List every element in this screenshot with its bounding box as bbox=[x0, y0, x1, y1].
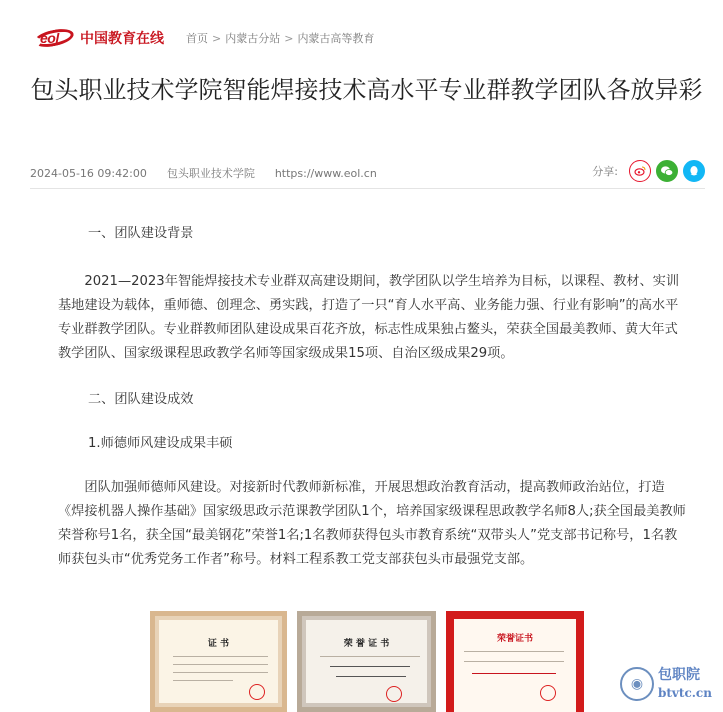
certificate-title: 证 书 bbox=[207, 639, 230, 649]
certificate-image bbox=[446, 611, 584, 712]
watermark bbox=[620, 666, 712, 702]
share-label: 分享: bbox=[592, 165, 618, 178]
certificate-image bbox=[297, 611, 436, 712]
breadcrumb-higher-education[interactable]: 内蒙古高等教育 bbox=[297, 32, 375, 45]
wechat-icon[interactable] bbox=[656, 160, 678, 182]
article-body bbox=[58, 222, 690, 572]
eol-logo-mark: eol bbox=[34, 28, 78, 48]
breadcrumb-separator: > bbox=[212, 32, 222, 45]
paragraph-background: 2021—2023年智能焊接技术专业群双高建设期间，教学团队以学生培养为目标，以课程、教材、实训基地建设为载体，重师德、创理念、勇实践，打造了一只“育人水平高、业务能力强、行业有影响”的高水平专业群教学团队。专业群教师团队建设成果百花齐放，标志性成果独占鳌头，荣获全国最美教师、黄大年式教学团队、国家级课程思政教学名师等国家级成果15项、自治区级成果29项。 bbox=[58, 274, 680, 361]
subheading-ethics: 1.师德师风建设成果丰硕 bbox=[88, 436, 233, 451]
section-heading-background: 一、团队建设背景 bbox=[88, 226, 194, 241]
certificate-title: 荣誉证书 bbox=[496, 634, 533, 644]
weibo-icon[interactable] bbox=[629, 160, 651, 182]
article-source: 包头职业技术学院 bbox=[166, 167, 255, 180]
paragraph-ethics: 团队加强师德师风建设。对接新时代教师新标准，开展思想政治教育活动，提高教师政治站位，打造《焊接机器人操作基础》国家级思政示范课教学团队1个，培养国家级课程思政教学名师8人;获全国最美教师荣誉称号1名，获全国“最美钢花”荣誉1名;1名教师获得包头市教育系统“双带头人”党支部书记称号，1名教师获包头市“优秀党务工作者”称号。材料工程系教工党支部获包头市最强党支部。 bbox=[58, 480, 686, 567]
watermark-name: 包职院 bbox=[658, 667, 700, 683]
share-bar bbox=[592, 160, 705, 182]
college-seal-icon: ◉ bbox=[620, 667, 654, 701]
breadcrumb-inner-mongolia[interactable]: 内蒙古分站 bbox=[225, 32, 281, 45]
qq-icon[interactable] bbox=[683, 160, 705, 182]
breadcrumb-home[interactable]: 首页 bbox=[186, 32, 208, 45]
breadcrumb-separator: > bbox=[284, 32, 294, 45]
site-logo-text: 中国教育在线 bbox=[80, 31, 164, 47]
source-url: https://www.eol.cn bbox=[274, 166, 377, 180]
section-heading-results: 二、团队建设成效 bbox=[88, 392, 194, 407]
watermark-url: btvtc.cn bbox=[658, 686, 712, 700]
publish-date: 2024-05-16 09:42:00 bbox=[30, 166, 147, 180]
article-title: 包头职业技术学院智能焊接技术高水平专业群教学团队各放异彩 bbox=[30, 76, 703, 104]
site-header bbox=[34, 26, 374, 50]
site-logo[interactable] bbox=[34, 28, 164, 48]
certificate-image bbox=[150, 611, 287, 712]
certificate-photos bbox=[150, 611, 594, 712]
article-meta bbox=[30, 164, 705, 182]
meta-divider bbox=[30, 188, 705, 189]
certificate-title: 荣 誉 证 书 bbox=[343, 639, 390, 649]
breadcrumb bbox=[186, 30, 374, 46]
